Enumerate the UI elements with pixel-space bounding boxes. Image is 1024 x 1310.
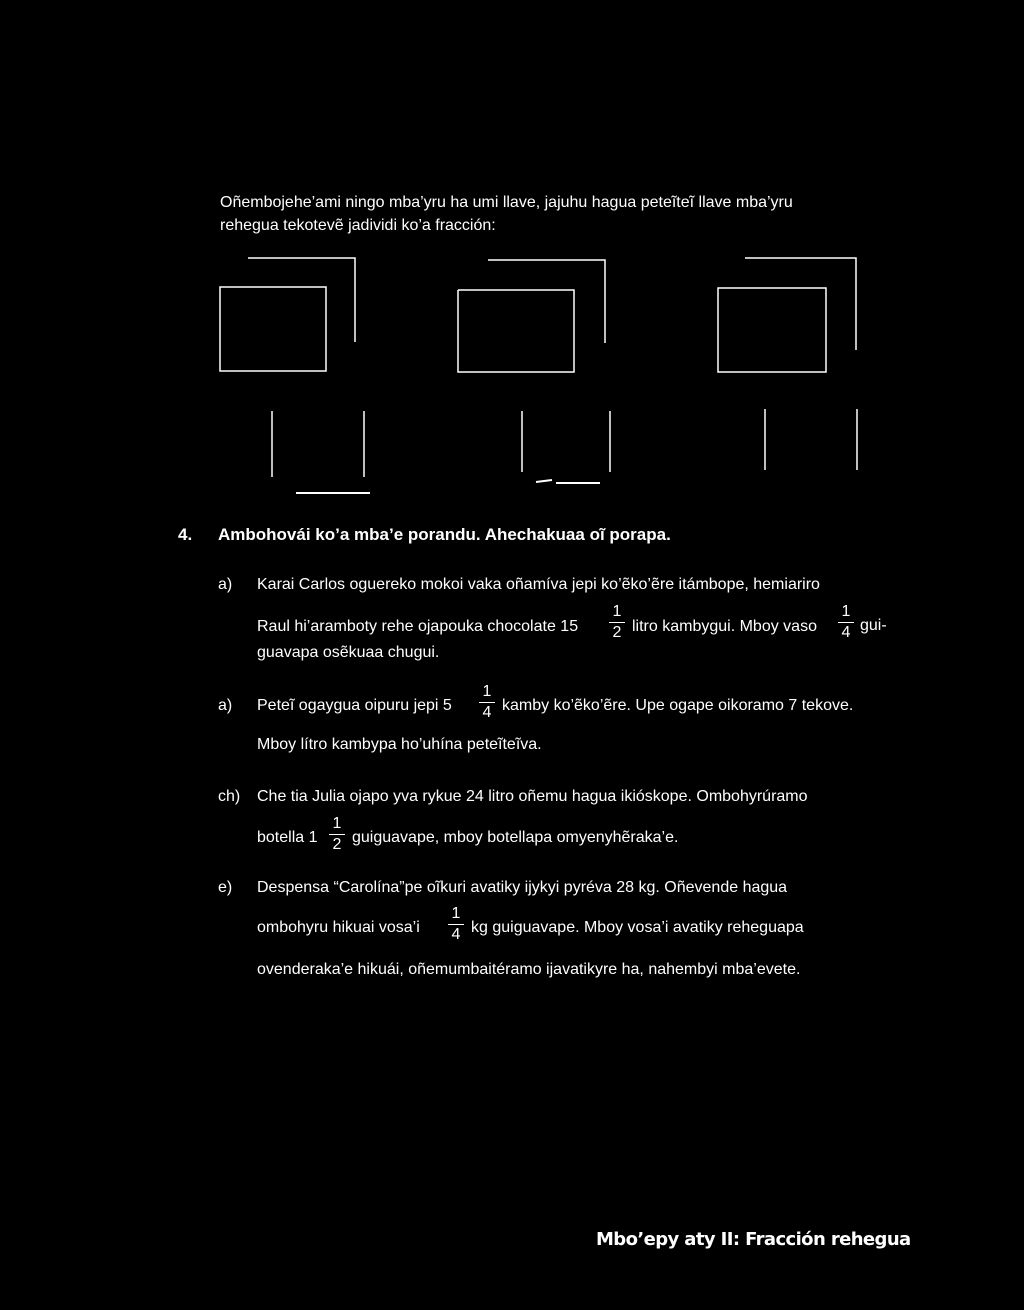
jar-outline-figures	[0, 0, 1024, 520]
jar-figure-3	[718, 258, 857, 470]
problem-a1-line-2b: litro kambygui. Mboy vaso	[632, 618, 817, 635]
problem-ch-line-2b: guiguavape, mboy botellapa omyenyhẽraka’e.	[352, 829, 679, 846]
fraction-bar	[329, 834, 345, 835]
fraction-bar	[609, 622, 625, 623]
fraction-bar	[838, 622, 854, 623]
problem-e-line-2a: ombohyru hikuai vosa’i	[257, 919, 420, 936]
fraction-numerator: 1	[482, 683, 492, 700]
problem-label-a1: a)	[218, 576, 233, 593]
problem-a1-line-2c: gui-	[860, 617, 887, 634]
fraction-bar	[448, 924, 464, 925]
problem-e-line-1: Despensa “Carolína”pe oĩkuri avatiky ijykyi pyréva 28 kg. Oñevende hagua	[257, 879, 788, 896]
fraction-denominator: 2	[332, 836, 342, 853]
fraction-denominator: 4	[841, 624, 851, 641]
problem-ch-line-1: Che tia Julia ojapo yva rykue 24 litro oñemu hagua ikióskope. Ombohyrúramo	[257, 788, 808, 805]
fraction-bar	[479, 702, 495, 703]
section-number: 4.	[178, 525, 193, 544]
intro-line-2: rehegua tekotevẽ jadividi ko’a fracción:	[220, 217, 496, 234]
problem-label-ch: ch)	[218, 788, 241, 805]
fraction-numerator: 1	[841, 603, 851, 620]
problem-a1-line-3: guavapa osẽkuaa chugui.	[257, 644, 440, 661]
problem-a2-line-1a: Peteĩ ogaygua oipuru jepi 5	[257, 697, 452, 714]
problem-a2-line-2: Mboy lítro kambypa ho’uhína peteĩteĩva.	[257, 736, 542, 753]
fraction-denominator: 4	[482, 704, 492, 721]
fraction-denominator: 4	[451, 926, 461, 943]
intro-line-1: Oñembojehe’ami ningo mba’yru ha umi llave, jajuhu hagua peteĩteĩ llave mba’yru	[220, 194, 793, 211]
fraction-numerator: 1	[612, 603, 622, 620]
problem-a1-line-2a: Raul hi’aramboty rehe ojapouka chocolate 15	[257, 618, 579, 635]
fraction-one-half	[329, 815, 345, 854]
problem-label-e: e)	[218, 879, 233, 896]
fraction-one-half	[609, 603, 625, 642]
problem-a2-line-1b: kamby ko’ẽko’ẽre. Upe ogape oikoramo 7 tekove.	[502, 697, 854, 714]
fraction-numerator: 1	[332, 815, 342, 832]
problem-e-line-2b: kg guiguavape. Mboy vosa’i avatiky reheguapa	[471, 919, 804, 936]
fraction-numerator: 1	[451, 905, 461, 922]
fraction-one-quarter	[479, 683, 495, 722]
jar-figure-1	[220, 258, 370, 493]
footer-title: Mbo’epy aty II: Fracción rehegua	[596, 1229, 911, 1250]
jar-figure-2	[458, 260, 610, 483]
fraction-denominator: 2	[612, 624, 622, 641]
problem-a1-line-1: Karai Carlos oguereko mokoi vaka oñamíva jepi ko’ẽko’ẽre itámbope, hemiariro	[257, 576, 820, 593]
section-title: Ambohovái ko’a mba’e porandu. Ahechakuaa oĩ porapa.	[218, 525, 671, 544]
problem-label-a2: a)	[218, 697, 233, 714]
fraction-one-quarter	[838, 603, 854, 642]
problem-ch-line-2a: botella 1	[257, 829, 318, 846]
problem-e-line-3: ovenderaka’e hikuái, oñemumbaitéramo ijavatikyre ha, nahembyi mba’evete.	[257, 961, 801, 978]
fraction-one-quarter	[448, 905, 464, 944]
